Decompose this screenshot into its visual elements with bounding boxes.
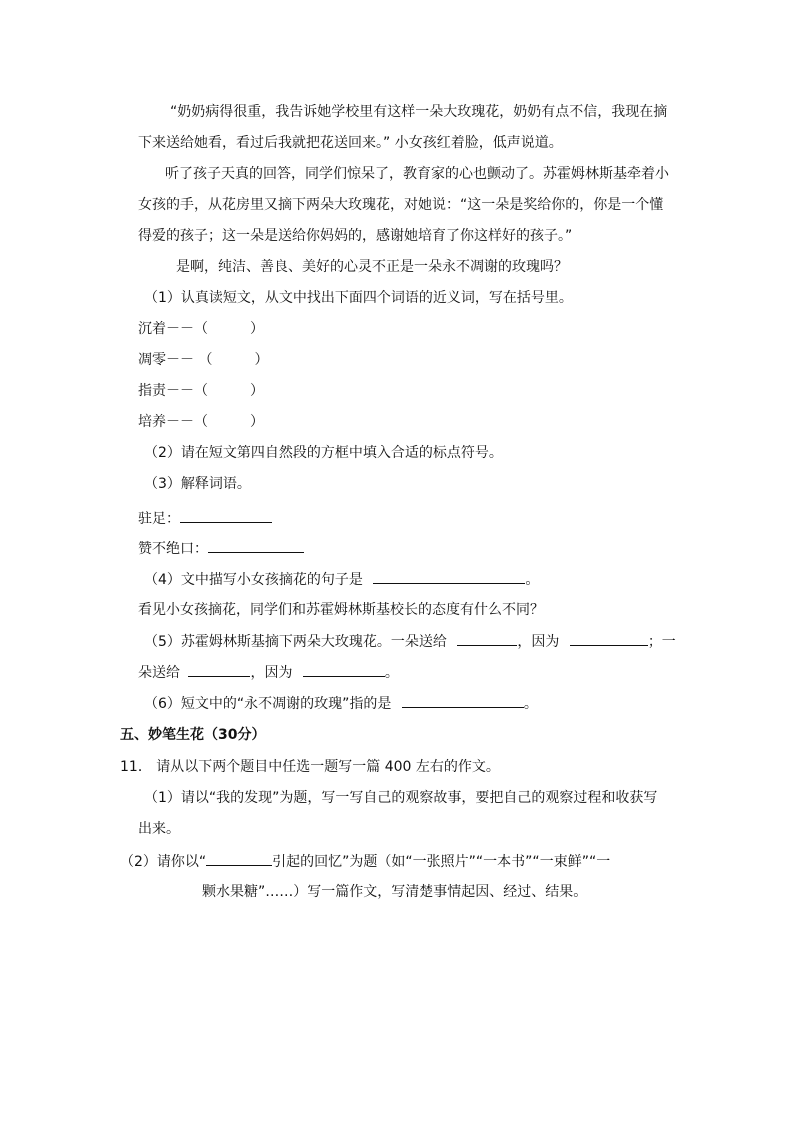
q4-line	[144, 569, 539, 590]
q3-word2-label: 赞不绝口：	[138, 541, 208, 557]
q5-part2: ，因为	[517, 634, 560, 650]
q2-prompt: （2）请在短文第四自然段的方框中填入合适的标点符号。	[144, 445, 503, 461]
q1-item-1[interactable]: 沉着－－（ ）	[138, 321, 264, 337]
q5-line1	[144, 631, 676, 652]
q11-opt2-line1	[120, 851, 610, 872]
q3-prompt: （3）解释词语。	[144, 476, 251, 492]
q5-part5: ，因为	[250, 665, 293, 681]
q6-line	[144, 693, 538, 714]
q5-part3: ；一	[647, 634, 676, 650]
q4-prompt: （4）文中描写小女孩摘花的句子是	[144, 572, 363, 588]
q4-end: 。	[525, 572, 540, 588]
story-p2-line1: 听了孩子天真的回答，同学们惊呆了，教育家的心也颤动了。苏霍姆林斯基牵着小	[165, 166, 669, 182]
q5-blank-1[interactable]	[457, 631, 517, 646]
q5-part1: （5）苏霍姆林斯基摘下两朵大玫瑰花。一朵送给	[144, 634, 447, 650]
q3-word1-blank[interactable]	[180, 508, 272, 523]
q1-item-4[interactable]: 培养－－（ ）	[138, 414, 264, 430]
q1-prompt: （1）认真读短文，从文中找出下面四个词语的近义词，写在括号里。	[144, 290, 573, 306]
q4-blank[interactable]	[373, 569, 525, 584]
q11-opt1-line2: 出来。	[138, 821, 180, 837]
q11-opt2-rest: 引起的回忆”为题（如“一张照片”“一本书”“一束鲜”“一	[272, 854, 611, 870]
q3-word2-blank[interactable]	[208, 538, 304, 553]
q11-opt1-line1: （1）请以“我的发现”为题，写一写自己的观察故事，要把自己的观察过程和收获写	[144, 790, 658, 806]
q1-item-3[interactable]: 指责－－（ ）	[138, 383, 264, 399]
story-p2-line2: 女孩的手，从花房里又摘下两朵大玫瑰花，对她说：“这一朵是奖给你的，你是一个懂	[138, 197, 664, 213]
q1-item-2[interactable]: 凋零－－ （ ）	[138, 352, 269, 368]
q11-title: 11． 请从以下两个题目中任选一题写一篇 400 左右的作文。	[120, 759, 500, 775]
q11-opt2-start: （2）请你以“	[120, 854, 207, 870]
q6-blank[interactable]	[402, 693, 524, 708]
q11-opt2-blank[interactable]	[206, 851, 272, 866]
q3-word2	[138, 538, 304, 559]
q3-word1	[138, 508, 272, 529]
story-p1-line1: “奶奶病得很重，我告诉她学校里有这样一朵大玫瑰花，奶奶有点不信，我现在摘	[170, 104, 668, 120]
q5-part6: 。	[384, 665, 399, 681]
story-p2-line3: 得爱的孩子；这一朵是送给你妈妈的，感谢她培育了你这样好的孩子。”	[138, 228, 573, 244]
story-p3: 是啊，纯洁、善良、美好的心灵不正是一朵永不凋谢的玫瑰吗？	[176, 259, 568, 275]
q6-end: 。	[523, 696, 538, 712]
section-5-title: 五、妙笔生花（30分）	[120, 727, 266, 743]
q5-blank-4[interactable]	[303, 662, 385, 677]
q5-blank-2[interactable]	[570, 631, 648, 646]
q5-part4: 朵送给	[138, 665, 180, 681]
story-p1-line2: 下来送给她看，看过后我就把花送回来。” 小女孩红着脸，低声说道。	[138, 135, 563, 151]
q4-follow: 看见小女孩摘花，同学们和苏霍姆林斯基校长的态度有什么不同？	[138, 602, 544, 618]
q6-prompt: （6）短文中的“永不凋谢的玫瑰”指的是	[144, 696, 392, 712]
q11-opt2-line2: 颗水果糖”……）写一篇作文，写清楚事情起因、经过、结果。	[202, 884, 588, 900]
q3-word1-label: 驻足：	[138, 511, 180, 527]
q5-line2	[138, 662, 399, 683]
q5-blank-3[interactable]	[188, 662, 250, 677]
